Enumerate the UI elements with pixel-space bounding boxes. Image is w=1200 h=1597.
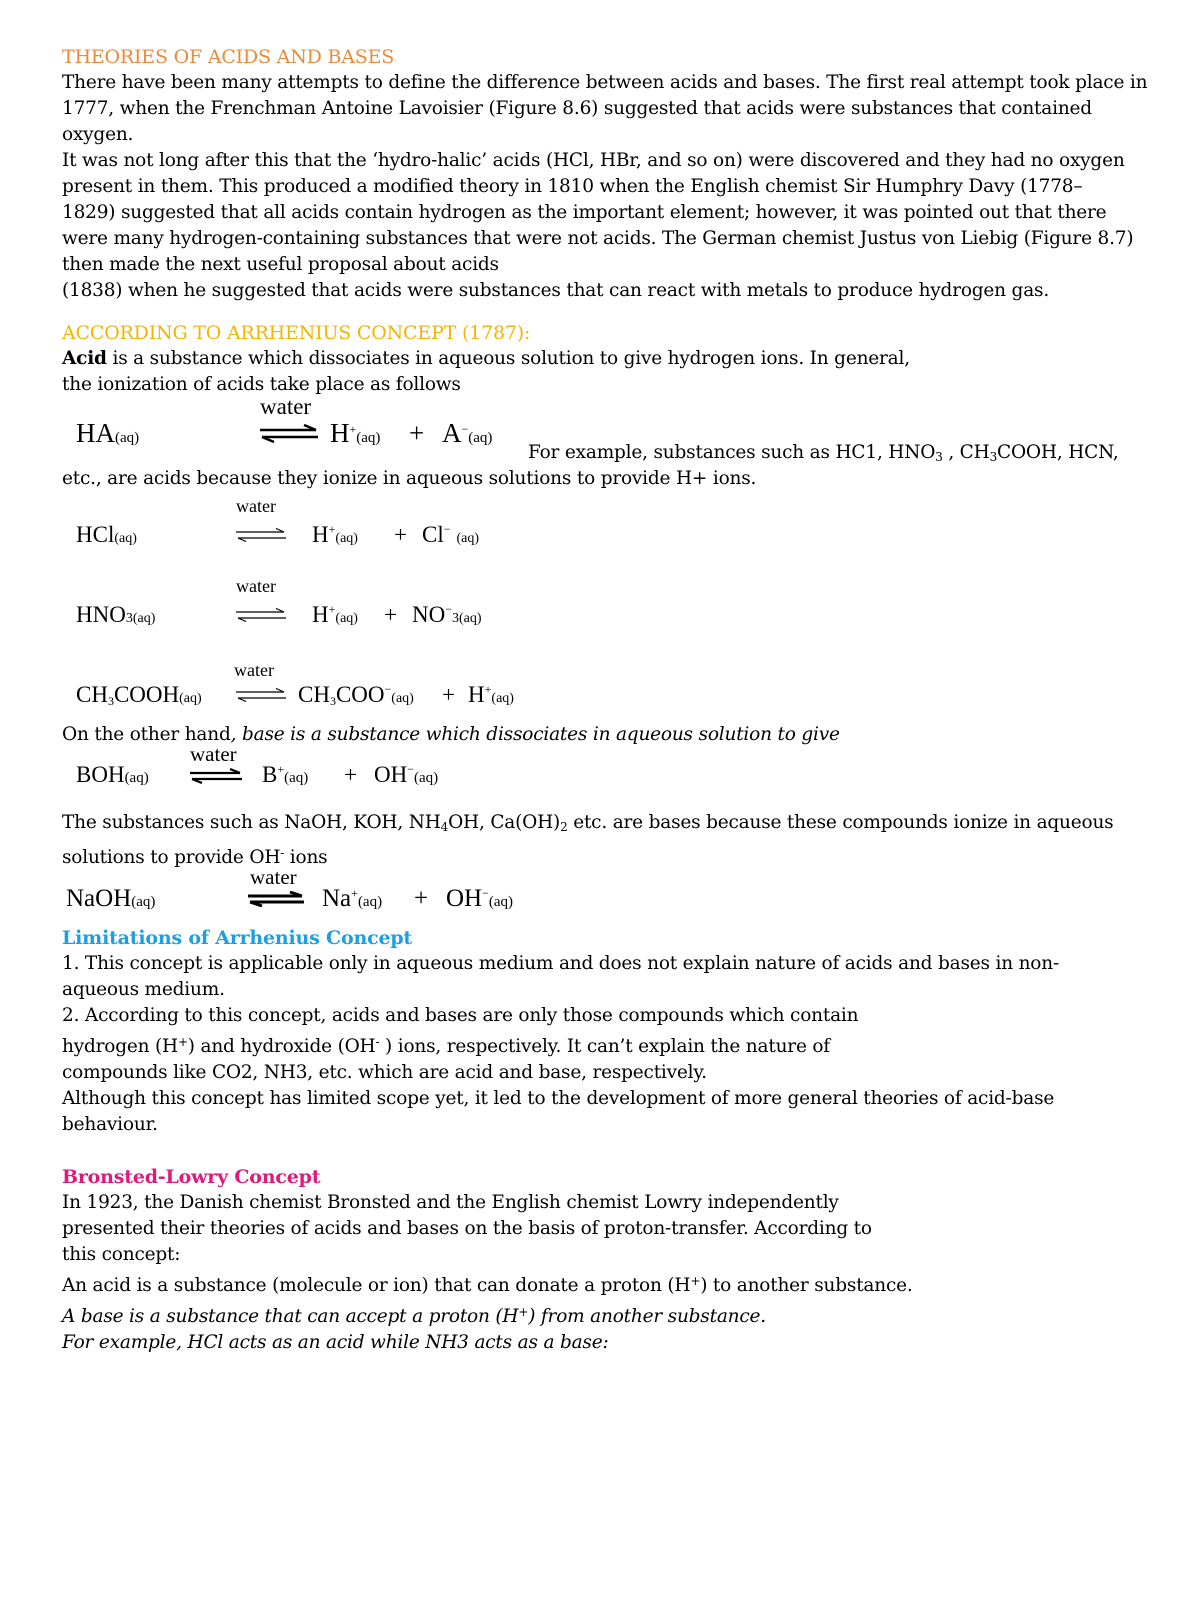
limitation-line: 2. According to this concept, acids and bases are only those compounds which contain <box>62 1005 859 1026</box>
bases-text: ions <box>284 847 328 868</box>
eq-state: (aq) <box>131 894 156 910</box>
limitation-superscript: + <box>177 1035 188 1049</box>
bronsted-line <box>62 1299 1138 1330</box>
bronsted-text: ) from another substance. <box>528 1306 766 1327</box>
equation-hno3 <box>62 574 1138 660</box>
eq-plus: + <box>409 418 425 448</box>
base-intro: On the other hand <box>62 724 231 745</box>
eq-product-2 <box>446 885 513 913</box>
bronsted-line: In 1923, the Danish chemist Bronsted and the English chemist Lowry independently <box>62 1192 839 1213</box>
equilibrium-arrow-icon <box>188 768 244 789</box>
eq-state: (aq) <box>124 770 149 786</box>
eq-state: (aq) <box>456 531 480 546</box>
bronsted-line: this concept: <box>62 1244 181 1265</box>
bronsted-superscript: + <box>518 1305 529 1319</box>
eq-species: NO <box>412 602 446 627</box>
eq-state: (aq) <box>357 894 383 910</box>
eq-state: (aq) <box>284 770 309 786</box>
water-label: water <box>236 496 276 516</box>
intro-line: then made the next useful proposal about acids <box>62 254 499 275</box>
base-def-italic: , base is a substance which dissociates in aqueous solution to give <box>230 724 840 745</box>
water-label: water <box>250 865 297 889</box>
bases-text: solutions to provide OH <box>62 847 281 868</box>
intro-line: (1838) when he suggested that acids were substances that can react with metals to produce hydrogen gas. <box>62 280 1050 301</box>
intro-line: It was not long after this that the ‘hydro-halic’ acids (HCl, HBr, and so on) were discovered and they had no oxygen <box>62 150 1125 171</box>
water-label: water <box>236 576 276 596</box>
eq-species: OH <box>374 762 408 787</box>
eq-species: HNO <box>76 602 126 627</box>
eq-species: CH <box>298 682 330 707</box>
acid-definition <box>62 346 1138 372</box>
eq-species: H <box>468 682 485 707</box>
acid-def-text: is a substance which dissociates in aqueous solution to give hydrogen ions. In general, <box>106 348 910 369</box>
eq-product-1 <box>312 602 358 628</box>
eq-product-2 <box>374 762 438 788</box>
eq-reactant <box>76 418 139 449</box>
eq-product-1 <box>312 522 358 548</box>
limitation-line: 1. This concept is applicable only in aqueous medium and does not explain nature of acids and bases in non- <box>62 953 1060 974</box>
eq-product-1 <box>262 762 308 788</box>
eq-state: (aq) <box>115 430 140 446</box>
eq-product-2 <box>422 522 479 548</box>
eq-reactant <box>76 522 137 548</box>
eq-species: OH <box>446 885 483 912</box>
eq-state: 3(aq) <box>125 611 156 626</box>
eq-state: (aq) <box>114 531 137 546</box>
example-continuation: etc., are acids because they ionize in aqueous solutions to provide H+ ions. <box>62 468 757 489</box>
eq-species: Na <box>322 885 352 912</box>
equilibrium-arrow-icon <box>234 688 288 707</box>
bronsted-line <box>62 1268 1138 1299</box>
eq-state: (aq) <box>491 691 514 706</box>
eq-plus: + <box>394 522 407 547</box>
eq-species: B <box>262 762 278 787</box>
bronsted-superscript: + <box>690 1274 701 1288</box>
equilibrium-arrow-icon <box>246 891 306 912</box>
eq-subscript: 3 <box>329 694 336 708</box>
bases-text: The substances such as NaOH, KOH, NH <box>62 812 441 833</box>
intro-line: 1829) suggested that all acids contain hydrogen as the important element; however, it was pointed out that there <box>62 202 1107 223</box>
page-title: THEORIES OF ACIDS AND BASES <box>62 46 395 68</box>
eq-species: A <box>442 418 462 448</box>
bases-line-1 <box>62 810 1138 840</box>
intro-line: present in them. This produced a modified theory in 1810 when the English chemist Sir Humphry Davy (1778– <box>62 176 1083 197</box>
eq-plus: + <box>344 762 357 787</box>
eq-state: (aq) <box>414 770 439 786</box>
eq-product-1 <box>298 682 414 709</box>
equation-ha <box>62 394 1138 478</box>
eq-product-2 <box>412 602 482 628</box>
example-sub: 3 <box>989 450 998 464</box>
limitation-line: behaviour. <box>62 1114 158 1135</box>
eq-product-1 <box>330 418 380 449</box>
eq-reactant <box>76 682 202 709</box>
eq-charge: − <box>445 602 453 616</box>
document-page <box>62 44 1148 1356</box>
bases-text: etc. are bases because these compounds ionize in aqueous <box>567 812 1114 833</box>
example-part: COOH, HCN, <box>997 442 1119 463</box>
bases-subscript: 2 <box>560 820 568 834</box>
eq-charge: − <box>384 682 392 696</box>
eq-plus: + <box>442 682 455 707</box>
eq-charge: + <box>328 522 336 536</box>
eq-state: (aq) <box>488 894 514 910</box>
eq-charge: − <box>443 522 451 536</box>
limitation-line: compounds like CO2, NH3, etc. which are acid and base, respectively. <box>62 1062 707 1083</box>
bronsted-text: A base is a substance that can accept a proton (H <box>62 1306 519 1327</box>
eq-plus: + <box>414 885 429 912</box>
limitation-superscript: - <box>375 1035 380 1049</box>
example-part: For example, substances such as HC1, HNO <box>528 442 936 463</box>
intro-line: 1777, when the Frenchman Antoine Lavoisier (Figure 8.6) suggested that acids were substances that contained <box>62 98 1092 119</box>
intro-paragraph <box>62 70 1148 304</box>
eq-charge: − <box>407 762 415 776</box>
intro-line: There have been many attempts to define the difference between acids and bases. The first real attempt took place in <box>62 72 1148 93</box>
arrhenius-heading: ACCORDING TO ARRHENIUS CONCEPT (1787): <box>62 322 531 344</box>
water-label: water <box>190 742 237 766</box>
eq-state: 3(aq) <box>452 611 482 626</box>
eq-species: HCl <box>76 522 115 547</box>
bases-subscript: 4 <box>440 820 449 834</box>
equation-ch3cooh <box>62 660 1138 722</box>
eq-species: H <box>312 522 329 547</box>
eq-species: COOH <box>113 682 180 707</box>
bases-line-2 <box>62 840 1138 871</box>
bronsted-text: ) to another substance. <box>700 1275 913 1296</box>
bronsted-heading: Bronsted-Lowry Concept <box>62 1166 321 1188</box>
eq-state: (aq) <box>391 691 414 706</box>
eq-species: H <box>312 602 329 627</box>
eq-plus: + <box>384 602 397 627</box>
limitation-text: hydrogen (H <box>62 1036 178 1057</box>
limitation-line <box>62 1029 1138 1060</box>
limitation-text: ) ions, respectively. It can’t explain the nature of <box>379 1036 830 1057</box>
water-label: water <box>234 660 274 680</box>
eq-species: CH <box>76 682 108 707</box>
example-text <box>528 440 1119 470</box>
equilibrium-arrow-icon <box>234 528 288 547</box>
eq-reactant <box>66 885 155 913</box>
equation-boh <box>62 742 1138 810</box>
equation-naoh <box>62 865 1138 925</box>
eq-species: HA <box>76 418 115 448</box>
eq-reactant <box>76 602 155 628</box>
eq-state: (aq) <box>335 531 358 546</box>
eq-state: (aq) <box>179 691 202 706</box>
eq-charge: + <box>351 886 358 900</box>
eq-product-2 <box>468 682 514 708</box>
eq-product-1 <box>322 885 382 913</box>
eq-species: BOH <box>76 762 125 787</box>
eq-charge: + <box>277 762 285 776</box>
eq-species: H <box>330 418 350 448</box>
example-sub: 3 <box>935 450 943 464</box>
eq-subscript: 3 <box>107 694 114 708</box>
example-part: , CH <box>942 442 990 463</box>
bases-text: OH, Ca(OH) <box>448 812 561 833</box>
limitation-line: aqueous medium. <box>62 979 225 1000</box>
eq-product-2 <box>442 418 492 449</box>
eq-species: COO <box>335 682 385 707</box>
eq-charge: + <box>484 682 492 696</box>
equation-hcl <box>62 492 1138 574</box>
eq-charge: + <box>328 602 336 616</box>
eq-charge: − <box>461 422 469 436</box>
intro-line: oxygen. <box>62 124 134 145</box>
eq-state: (aq) <box>468 430 493 446</box>
eq-charge: + <box>349 422 357 436</box>
eq-charge: − <box>482 886 489 900</box>
ionization-line: the ionization of acids take place as follows <box>62 374 461 395</box>
eq-reactant <box>76 762 149 788</box>
eq-state: (aq) <box>335 611 358 626</box>
limitations-heading: Limitations of Arrhenius Concept <box>62 927 412 949</box>
acid-word: Acid <box>62 348 107 369</box>
limitation-line: Although this concept has limited scope yet, it led to the development of more general theories of acid-base <box>62 1088 1055 1109</box>
bronsted-line: presented their theories of acids and bases on the basis of proton-transfer. According to <box>62 1218 872 1239</box>
limitation-text: ) and hydroxide (OH <box>187 1036 376 1057</box>
eq-state: (aq) <box>356 430 381 446</box>
equilibrium-arrow-icon <box>234 608 288 627</box>
bases-superscript: - <box>280 846 285 860</box>
eq-species: Cl <box>422 522 444 547</box>
equilibrium-arrow-icon <box>258 424 320 449</box>
bronsted-text: An acid is a substance (molecule or ion) that can donate a proton (H <box>62 1275 691 1296</box>
bronsted-line: For example, HCl acts as an acid while NH3 acts as a base: <box>62 1332 609 1353</box>
intro-line: were many hydrogen-containing substances that were not acids. The German chemist Justus von Liebig (Figure 8.7) <box>62 228 1134 249</box>
water-label: water <box>260 394 312 419</box>
eq-species: NaOH <box>66 885 132 912</box>
